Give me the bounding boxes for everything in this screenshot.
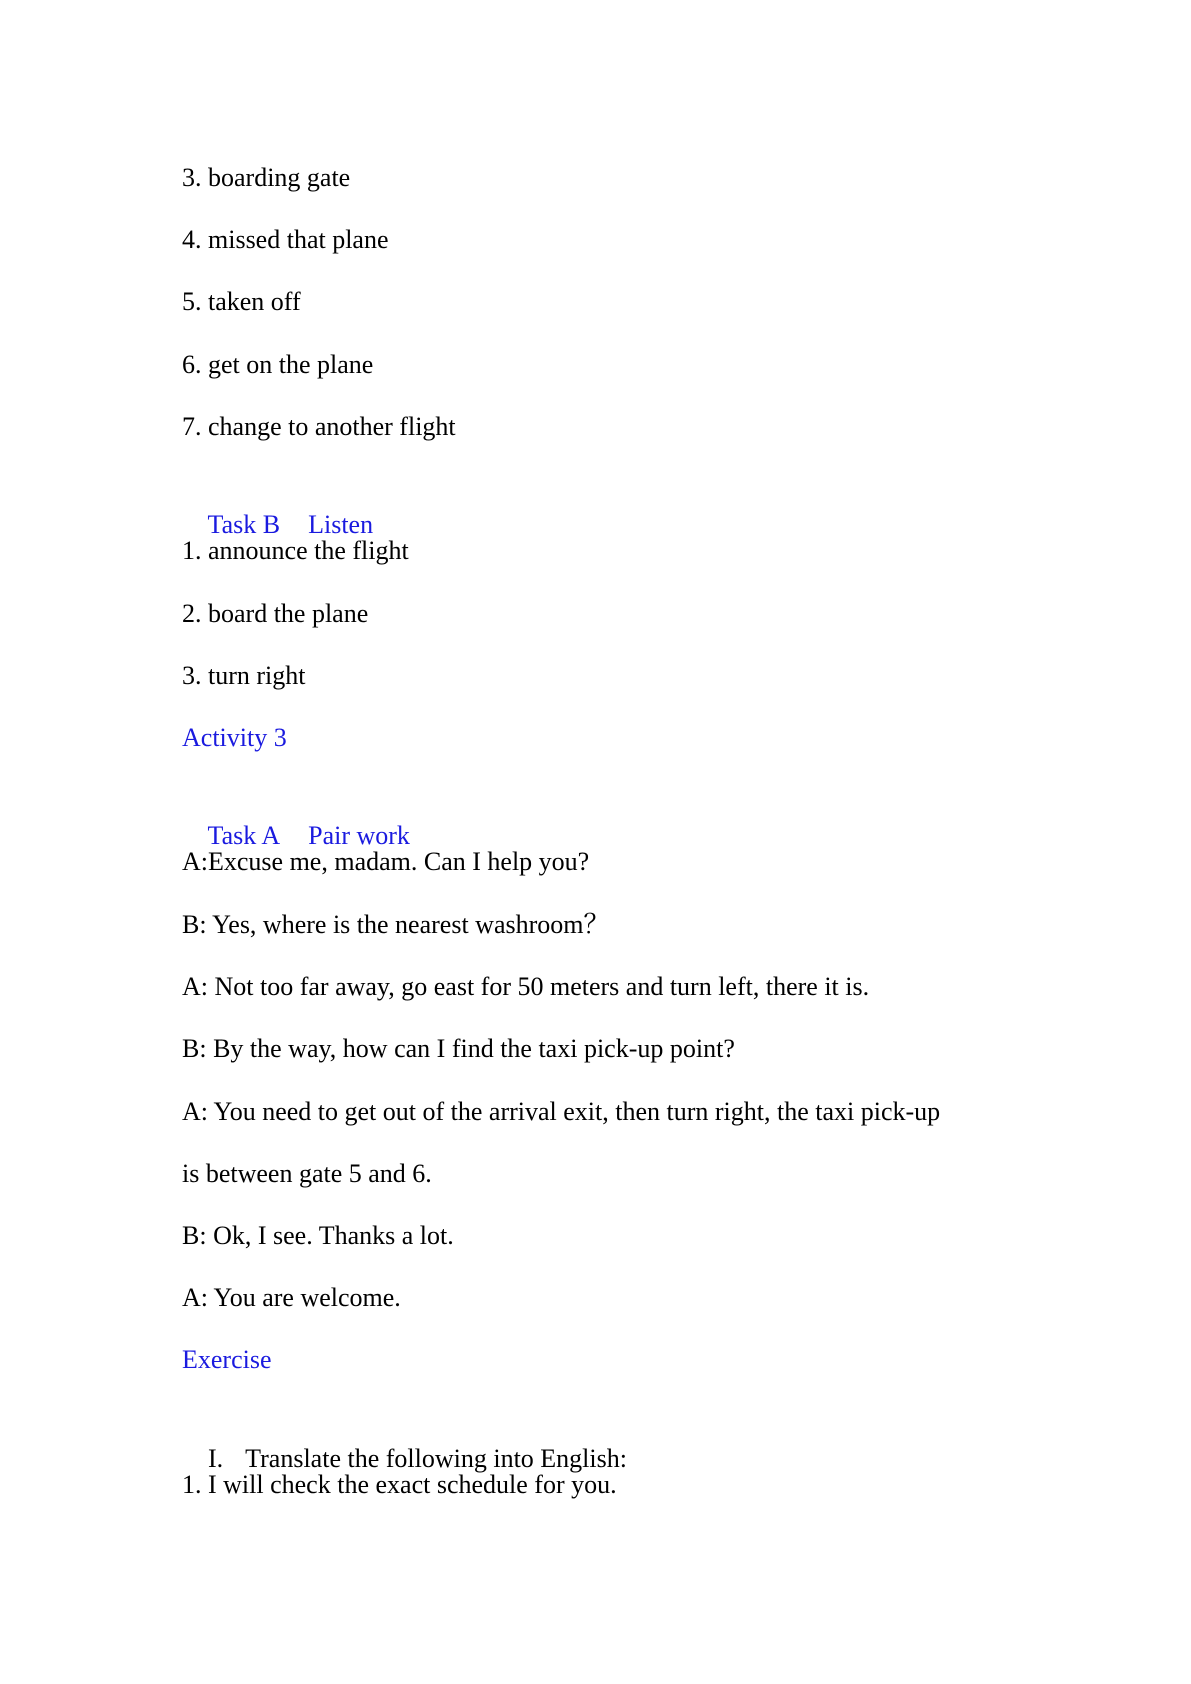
dialogue-line: A: You are welcome.: [182, 1283, 401, 1312]
list-item: 6. get on the plane: [182, 350, 374, 379]
dialogue-line: A:Excuse me, madam. Can I help you?: [182, 847, 590, 876]
exercise-numeral: I.: [208, 1444, 224, 1473]
exercise-instruction: [182, 1405, 627, 1473]
task-b-label: Task B: [207, 510, 281, 539]
dialogue-line: B: Ok, I see. Thanks a lot.: [182, 1221, 454, 1250]
exercise-heading: Exercise: [182, 1345, 272, 1374]
task-a-heading: [182, 782, 410, 850]
dialogue-line: B: Yes, where is the nearest washroom？: [182, 910, 610, 939]
list-item: 5. taken off: [182, 287, 301, 316]
dialogue-line: A: You need to get out of the arrival exit, then turn right, the taxi pick-up: [182, 1097, 941, 1126]
activity-heading: Activity 3: [182, 723, 287, 752]
dialogue-line: B: By the way, how can I find the taxi pick-up point?: [182, 1034, 735, 1063]
dialogue-line: A: Not too far away, go east for 50 meters and turn left, there it is.: [182, 972, 870, 1001]
dialogue-line: is between gate 5 and 6.: [182, 1159, 432, 1188]
list-item: 4. missed that plane: [182, 225, 389, 254]
task-b-title: Listen: [308, 510, 374, 539]
list-item: 3. boarding gate: [182, 163, 351, 192]
list-item: 1. announce the flight: [182, 536, 409, 565]
exercise-instruction-text: Translate the following into English:: [245, 1444, 627, 1473]
list-item: 7. change to another flight: [182, 412, 456, 441]
task-a-title: Pair work: [308, 821, 410, 850]
list-item: 2. board the plane: [182, 599, 369, 628]
task-a-label: Task A: [207, 821, 281, 850]
task-b-heading: [182, 471, 374, 539]
list-item: 3. turn right: [182, 661, 306, 690]
exercise-item: 1. I will check the exact schedule for you.: [182, 1470, 617, 1499]
